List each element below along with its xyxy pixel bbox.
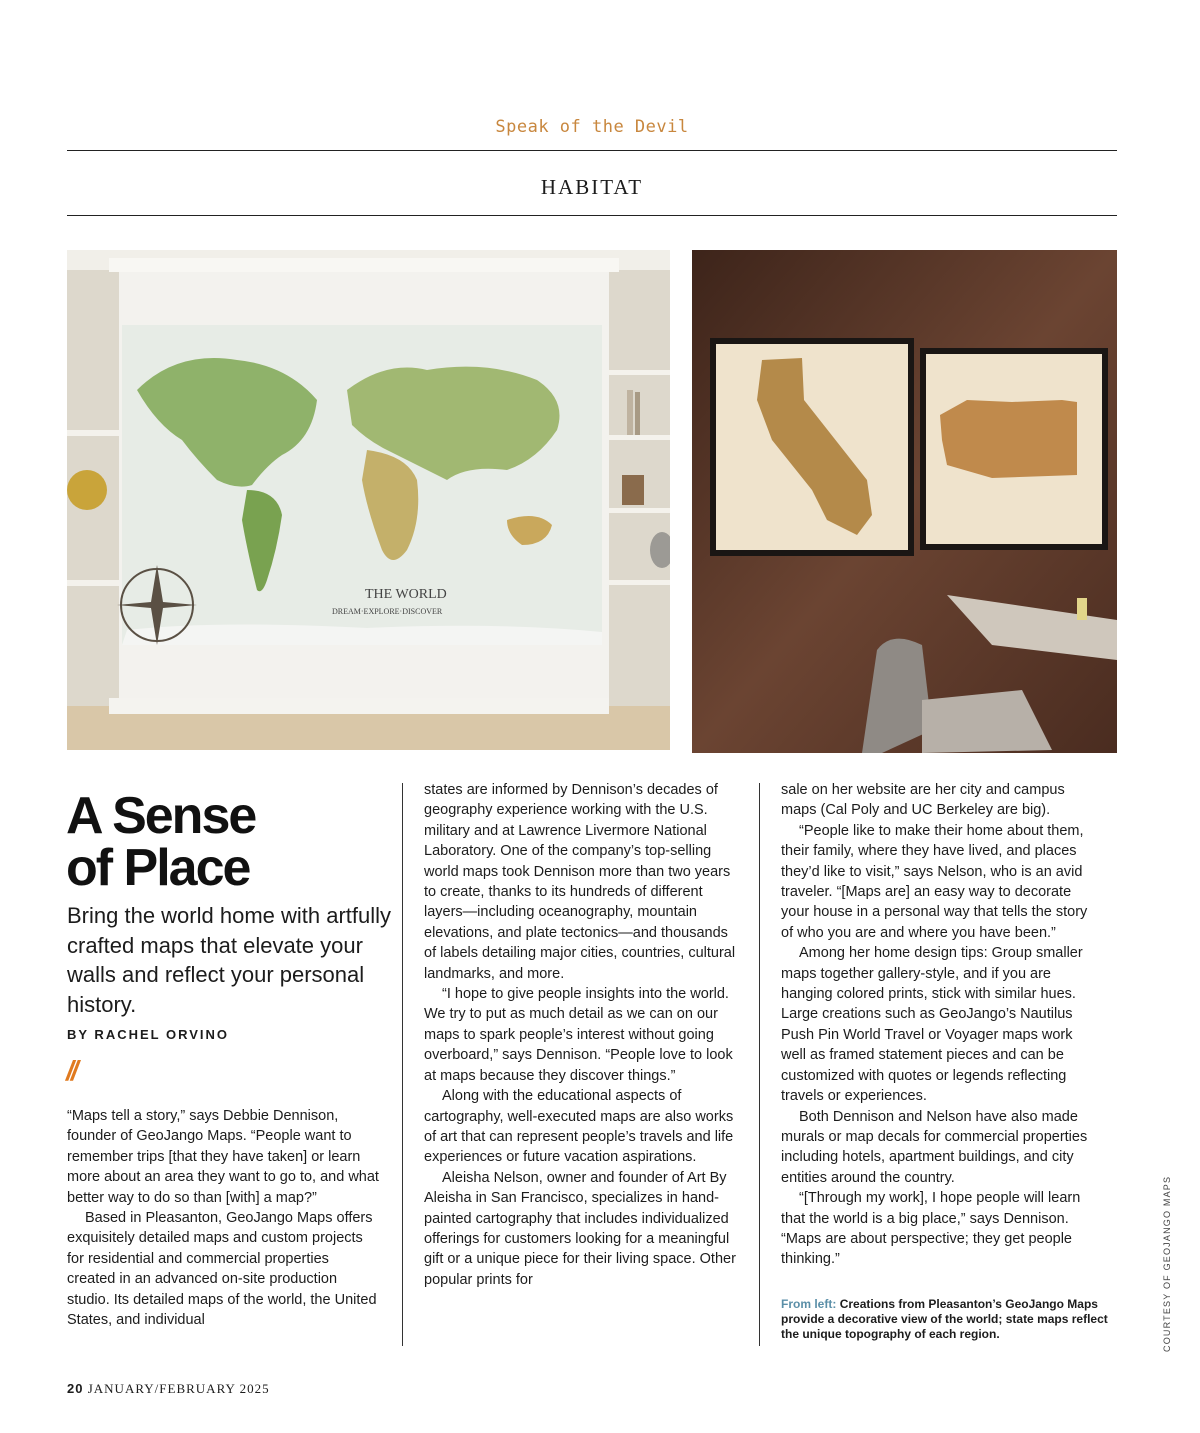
column-divider: [402, 783, 403, 1346]
kicker: Speak of the Devil: [495, 117, 689, 137]
paragraph: Among her home design tips: Group smaller maps together gallery-style, and if you are hanging colored prints, stick with similar hues. Large creations such as GeoJango’s Nautilus Push Pin World Travel or Voyager maps work well as framed statement pieces and can be customized with quotes or legends reflecting travels or experiences.: [781, 945, 1083, 1105]
paragraph: “I hope to give people insights into the world. We try to put as much detail as we can on our maps to spark people’s interest without going overboard,” says Dennison. “People love to look at maps because they discover things.”: [424, 986, 733, 1084]
body-column-1: [67, 1106, 379, 1330]
ornament-slashes: //: [66, 1055, 76, 1086]
headline: [66, 787, 386, 897]
byline: BY RACHEL ORVINO: [67, 1027, 230, 1042]
state-maps-photo: [692, 250, 1117, 753]
section-title: HABITAT: [540, 175, 644, 199]
caption-text: Creations from Pleasanton’s GeoJango Maps provide a decorative view of the world; state maps reflect the unique topography of each region.: [781, 1297, 1108, 1341]
paragraph: states are informed by Dennison’s decades of geography experience working with the U.S. military and at Lawrence Livermore National Laboratory. One of the company’s top-selling world maps took Dennison more than two years to create, thanks to its hundreds of different layers—including oceanography, mountain elevations, and plate tectonics—and thousands of labels detailing major cities, countries, cultural landmarks, and more.: [424, 782, 736, 982]
page-number: 20: [67, 1381, 84, 1396]
headline-line-1: A Sense: [66, 787, 256, 845]
map-tagline: DREAM·EXPLORE·DISCOVER: [332, 607, 443, 616]
photo-credit: COURTESY OF GEOJANGO MAPS: [1162, 1175, 1172, 1352]
photo-caption: [781, 1297, 1121, 1342]
body-column-2: [424, 780, 738, 1290]
paragraph: Along with the educational aspects of cartography, well-executed maps are also works of art that can represent people’s travels and life experiences or future vacation aspirations.: [424, 1088, 734, 1166]
headline-line-2: of Place: [66, 839, 250, 897]
issue-date: JANUARY/FEBRUARY 2025: [87, 1381, 270, 1396]
paragraph: Based in Pleasanton, GeoJango Maps offers exquisitely detailed maps and custom projects for residential and commercial properties created in an advanced on-site production studio. Its detailed maps of the world, the United States, and individual: [67, 1210, 377, 1329]
map-title: THE WORLD: [365, 587, 447, 602]
paragraph: “Maps tell a story,” says Debbie Dennison, founder of GeoJango Maps. “People want to remember trips [that they have taken] or learn more about an area they want to go to, and what better way to do so than [with] a map?”: [67, 1108, 379, 1206]
header-rule-top: [67, 150, 1117, 151]
paragraph: sale on her website are her city and campus maps (Cal Poly and UC Berkeley are big).: [781, 782, 1065, 819]
paragraph: “[Through my work], I hope people will learn that the world is a big place,” says Dennison. “Maps are about perspective; they get people thinking.”: [781, 1190, 1081, 1268]
paragraph: Aleisha Nelson, owner and founder of Art By Aleisha in San Francisco, specializes in hand-painted cartography that includes individualized offerings for customers looking for a meaningful gift or a unique piece for their living space. Other popular prints for: [424, 1169, 736, 1288]
caption-lead: From left:: [781, 1297, 837, 1311]
dek: Bring the world home with artfully crafted maps that elevate your walls and reflect your personal history.: [67, 903, 392, 1018]
header-rule-bottom: [67, 215, 1117, 216]
paragraph: “People like to make their home about them, their family, where they have lived, and places they’d like to visit,” says Nelson, who is an avid traveler. “[Maps are] an easy way to decorate your house in a personal way that tells the story of who you are and where you have been.”: [781, 822, 1088, 941]
paragraph: Both Dennison and Nelson have also made murals or map decals for commercial properties including hotels, apartment buildings, and city entities around the country.: [781, 1108, 1088, 1186]
body-column-3: [781, 780, 1097, 1270]
column-divider: [759, 783, 760, 1346]
folio: [67, 1381, 270, 1397]
world-map-photo: [67, 250, 670, 750]
